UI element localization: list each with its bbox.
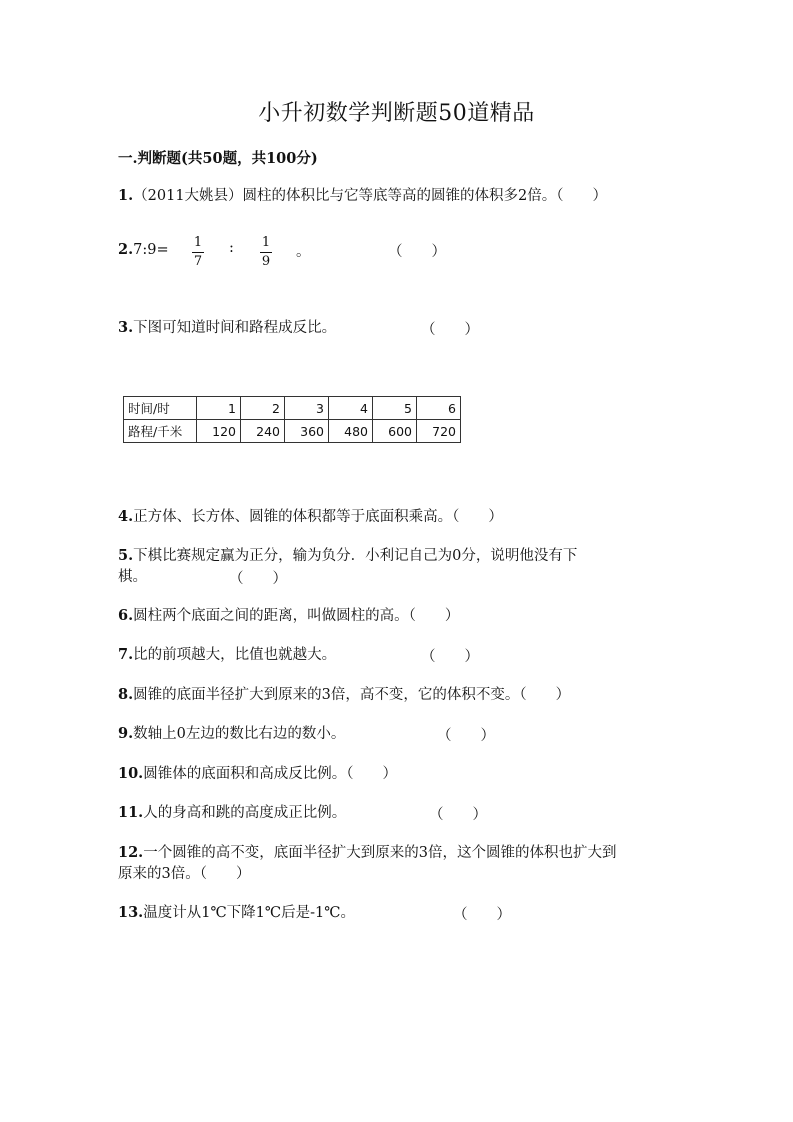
table-cell: 360 [285, 420, 329, 443]
question-10 [118, 764, 397, 784]
question-text: 比的前项越大，比值也就越大。 [133, 647, 337, 663]
ratio-colon: : [229, 240, 234, 256]
question-text: 圆锥体的底面积和高成反比例。（ ） [143, 766, 397, 782]
question-number: 6. [118, 607, 134, 624]
fraction-bar [192, 252, 204, 253]
table-cell: 3 [285, 397, 329, 420]
table-cell: 2 [241, 397, 285, 420]
answer-paren: （ ） [229, 571, 287, 587]
table-cell: 720 [417, 420, 461, 443]
question-number: 8. [118, 686, 134, 703]
question-12-continued [118, 864, 250, 884]
answer-paren: （ ） [453, 907, 511, 923]
question-number: 2. [118, 241, 134, 258]
question-number: 11. [118, 804, 144, 821]
table-cell: 6 [417, 397, 461, 420]
question-text-line1: 一个圆锥的高不变，底面半径扩大到原来的3倍，这个圆锥的体积也扩大到 [143, 845, 617, 861]
table-cell: 120 [197, 420, 241, 443]
question-text-line1: 下棋比赛规定赢为正分，输为负分．小利记自己为0分，说明他没有下 [133, 548, 578, 564]
section-heading: 一.判断题(共50题，共100分) [118, 150, 318, 167]
page-title: 小升初数学判断题50道精品 [258, 101, 535, 126]
question-13 [118, 903, 355, 923]
question-text-line2: 棋。 [118, 569, 147, 585]
table-row [124, 397, 461, 420]
question-text: 下图可知道时间和路程成反比。 [133, 320, 337, 336]
table-header-cell: 时间/时 [124, 397, 197, 420]
table-cell: 240 [241, 420, 285, 443]
question-text: 人的身高和跳的高度成正比例。 [143, 805, 347, 821]
answer-paren: （ ） [437, 728, 495, 744]
answer-paren: （ ） [421, 322, 479, 338]
question-9 [118, 724, 345, 744]
question-6 [118, 606, 459, 626]
question-suffix: 。 [296, 244, 311, 260]
question-text: 圆锥的底面半径扩大到原来的3倍，高不变，它的体积不变。（ ） [133, 687, 571, 703]
question-8 [118, 685, 570, 705]
question-5-continued [118, 567, 147, 587]
answer-paren: （ ） [421, 649, 479, 665]
question-text: 温度计从1℃下降1℃后是-1℃。 [143, 905, 355, 921]
question-3 [118, 318, 336, 338]
question-7 [118, 645, 336, 665]
question-number: 5. [118, 547, 134, 564]
table-cell: 4 [329, 397, 373, 420]
question-text-line2: 原来的3倍。（ ） [118, 866, 251, 882]
question-11 [118, 803, 346, 823]
question-12 [118, 843, 616, 863]
question-4 [118, 507, 503, 527]
answer-paren: （ ） [388, 244, 446, 260]
question-5 [118, 546, 577, 566]
table-cell: 600 [373, 420, 417, 443]
answer-paren: （ ） [429, 807, 487, 823]
question-number: 9. [118, 725, 134, 742]
fraction-one-ninth [258, 235, 274, 270]
question-number: 12. [118, 844, 144, 861]
question-number: 7. [118, 646, 134, 663]
question-text: 数轴上0左边的数比右边的数小。 [133, 726, 346, 742]
fraction-denominator: 9 [261, 254, 271, 269]
question-number: 13. [118, 904, 144, 921]
table-cell: 5 [373, 397, 417, 420]
fraction-numerator: 1 [193, 235, 203, 250]
table-row [124, 420, 461, 443]
question-number: 1. [118, 187, 134, 204]
time-distance-table [123, 396, 461, 443]
table-header-cell: 路程/千米 [124, 420, 197, 443]
fraction-numerator: 1 [261, 235, 271, 250]
question-2 [118, 240, 169, 260]
fraction-one-seventh [190, 235, 206, 270]
table-cell: 480 [329, 420, 373, 443]
fraction-bar [260, 252, 272, 253]
table-cell: 1 [197, 397, 241, 420]
fraction-denominator: 7 [193, 254, 203, 269]
question-number: 4. [118, 508, 134, 525]
question-number: 3. [118, 319, 134, 336]
question-1 [118, 186, 607, 206]
question-prefix: 7:9= [133, 242, 169, 258]
question-number: 10. [118, 765, 144, 782]
question-text: 圆柱两个底面之间的距离，叫做圆柱的高。（ ） [133, 608, 460, 624]
question-text: 正方体、长方体、圆锥的体积都等于底面积乘高。（ ） [133, 509, 503, 525]
question-text: （2011大姚县）圆柱的体积比与它等底等高的圆锥的体积多2倍。（ ） [133, 188, 608, 204]
